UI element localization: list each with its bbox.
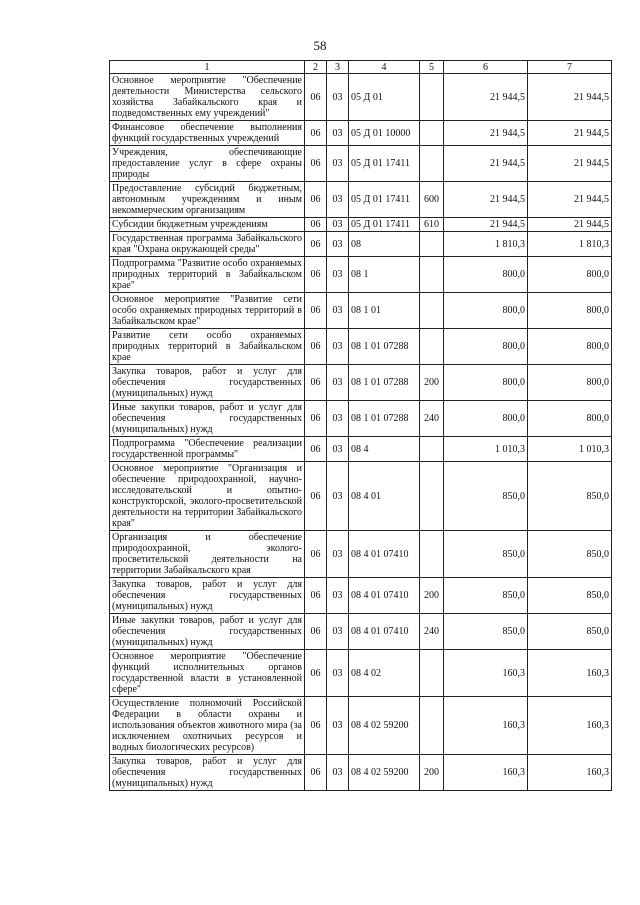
table-row — [110, 182, 612, 218]
amount-year2-cell: 850,0 — [528, 531, 612, 578]
amount-year1-cell: 21 944,5 — [444, 146, 528, 182]
expense-type-cell — [420, 293, 444, 329]
row-name-cell: Субсидии бюджетным учреждениям — [110, 218, 305, 232]
expense-type-cell: 600 — [420, 182, 444, 218]
amount-year1-cell: 21 944,5 — [444, 182, 528, 218]
amount-year1-cell: 850,0 — [444, 614, 528, 650]
target-article-cell: 08 1 01 — [349, 293, 420, 329]
table-row — [110, 650, 612, 697]
row-name-cell: Государственная программа Забайкальского края "Охрана окружающей среды" — [110, 232, 305, 257]
amount-year1-cell: 21 944,5 — [444, 74, 528, 121]
expense-type-cell: 610 — [420, 218, 444, 232]
subsection-code-cell: 03 — [327, 329, 349, 365]
row-name-cell: Подпрограмма "Развитие особо охраняемых природных территорий в Забайкальском крае" — [110, 257, 305, 293]
amount-year1-cell: 1 010,3 — [444, 437, 528, 462]
column-header: 7 — [528, 61, 612, 74]
expense-type-cell — [420, 74, 444, 121]
target-article-cell: 08 4 02 — [349, 650, 420, 697]
target-article-cell: 08 1 01 07288 — [349, 365, 420, 401]
page-number: 58 — [313, 38, 327, 53]
row-name-cell: Основное мероприятие "Организация и обеспечение природоохранной, научно-исследовательской и опытно-конструкторской, эколого-просветительской деятельности на территории Забайкальского края" — [110, 462, 305, 531]
amount-year2-cell: 800,0 — [528, 329, 612, 365]
amount-year2-cell: 21 944,5 — [528, 121, 612, 146]
table-row — [110, 697, 612, 755]
subsection-code-cell: 03 — [327, 74, 349, 121]
target-article-cell: 08 4 01 07410 — [349, 614, 420, 650]
amount-year1-cell: 800,0 — [444, 365, 528, 401]
row-name-cell: Основное мероприятие "Развитие сети особо охраняемых природных территорий в Забайкальском крае" — [110, 293, 305, 329]
amount-year2-cell: 850,0 — [528, 614, 612, 650]
table-row — [110, 293, 612, 329]
row-name-cell: Осуществление полномочий Российской Федерации в области охраны и использования объектов животного мира (за исключением охотничьих ресурсов и водных биологических ресурсов) — [110, 697, 305, 755]
target-article-cell: 08 1 01 07288 — [349, 329, 420, 365]
amount-year1-cell: 800,0 — [444, 257, 528, 293]
table-row — [110, 232, 612, 257]
table-row — [110, 146, 612, 182]
section-code-cell: 06 — [305, 462, 327, 531]
column-header: 4 — [349, 61, 420, 74]
amount-year1-cell: 21 944,5 — [444, 218, 528, 232]
expense-type-cell — [420, 257, 444, 293]
subsection-code-cell: 03 — [327, 462, 349, 531]
column-header: 3 — [327, 61, 349, 74]
subsection-code-cell: 03 — [327, 121, 349, 146]
expense-type-cell — [420, 697, 444, 755]
amount-year1-cell: 160,3 — [444, 697, 528, 755]
subsection-code-cell: 03 — [327, 578, 349, 614]
subsection-code-cell: 03 — [327, 257, 349, 293]
section-code-cell: 06 — [305, 74, 327, 121]
subsection-code-cell: 03 — [327, 531, 349, 578]
target-article-cell: 05 Д 01 10000 — [349, 121, 420, 146]
section-code-cell: 06 — [305, 755, 327, 791]
target-article-cell: 08 4 02 59200 — [349, 755, 420, 791]
table-row — [110, 218, 612, 232]
target-article-cell: 05 Д 01 — [349, 74, 420, 121]
section-code-cell: 06 — [305, 293, 327, 329]
section-code-cell: 06 — [305, 650, 327, 697]
row-name-cell: Основное мероприятие "Обеспечение функций исполнительных органов государственной власти в установленной сфере" — [110, 650, 305, 697]
amount-year1-cell: 850,0 — [444, 578, 528, 614]
section-code-cell: 06 — [305, 182, 327, 218]
subsection-code-cell: 03 — [327, 293, 349, 329]
target-article-cell: 08 — [349, 232, 420, 257]
column-header: 1 — [110, 61, 305, 74]
row-name-cell: Иные закупки товаров, работ и услуг для обеспечения государственных (муниципальных) нужд — [110, 614, 305, 650]
expense-type-cell: 200 — [420, 578, 444, 614]
section-code-cell: 06 — [305, 121, 327, 146]
section-code-cell: 06 — [305, 218, 327, 232]
expense-type-cell: 240 — [420, 614, 444, 650]
section-code-cell: 06 — [305, 578, 327, 614]
amount-year2-cell: 800,0 — [528, 293, 612, 329]
row-name-cell: Закупка товаров, работ и услуг для обеспечения государственных (муниципальных) нужд — [110, 365, 305, 401]
amount-year2-cell: 21 944,5 — [528, 74, 612, 121]
section-code-cell: 06 — [305, 329, 327, 365]
expense-type-cell — [420, 329, 444, 365]
amount-year1-cell: 1 810,3 — [444, 232, 528, 257]
section-code-cell: 06 — [305, 531, 327, 578]
target-article-cell: 08 4 01 07410 — [349, 578, 420, 614]
subsection-code-cell: 03 — [327, 401, 349, 437]
target-article-cell: 08 4 — [349, 437, 420, 462]
column-header: 5 — [420, 61, 444, 74]
expense-type-cell: 200 — [420, 365, 444, 401]
section-code-cell: 06 — [305, 614, 327, 650]
table-row — [110, 755, 612, 791]
expense-type-cell — [420, 650, 444, 697]
amount-year2-cell: 1 810,3 — [528, 232, 612, 257]
target-article-cell: 05 Д 01 17411 — [349, 146, 420, 182]
amount-year2-cell: 160,3 — [528, 697, 612, 755]
table-row — [110, 531, 612, 578]
section-code-cell: 06 — [305, 365, 327, 401]
row-name-cell: Основное мероприятие "Обеспечение деятельности Министерства сельского хозяйства Забайкальского края и подведомственных ему учреждений" — [110, 74, 305, 121]
row-name-cell: Финансовое обеспечение выполнения функций государственных учреждений — [110, 121, 305, 146]
budget-table — [109, 60, 612, 791]
target-article-cell: 05 Д 01 17411 — [349, 182, 420, 218]
table-row — [110, 74, 612, 121]
amount-year2-cell: 160,3 — [528, 650, 612, 697]
table-row — [110, 329, 612, 365]
table-row — [110, 462, 612, 531]
section-code-cell: 06 — [305, 401, 327, 437]
subsection-code-cell: 03 — [327, 232, 349, 257]
target-article-cell: 08 1 01 07288 — [349, 401, 420, 437]
table-header-row — [110, 61, 612, 74]
row-name-cell: Иные закупки товаров, работ и услуг для обеспечения государственных (муниципальных) нужд — [110, 401, 305, 437]
subsection-code-cell: 03 — [327, 697, 349, 755]
row-name-cell: Подпрограмма "Обеспечение реализации государственной программы" — [110, 437, 305, 462]
amount-year1-cell: 160,3 — [444, 755, 528, 791]
subsection-code-cell: 03 — [327, 365, 349, 401]
table-row — [110, 257, 612, 293]
column-header: 6 — [444, 61, 528, 74]
amount-year1-cell: 800,0 — [444, 293, 528, 329]
target-article-cell: 08 4 01 — [349, 462, 420, 531]
amount-year2-cell: 800,0 — [528, 401, 612, 437]
amount-year2-cell: 800,0 — [528, 257, 612, 293]
section-code-cell: 06 — [305, 437, 327, 462]
amount-year2-cell: 800,0 — [528, 365, 612, 401]
column-header: 2 — [305, 61, 327, 74]
expense-type-cell — [420, 121, 444, 146]
expense-type-cell — [420, 232, 444, 257]
amount-year1-cell: 850,0 — [444, 462, 528, 531]
expense-type-cell — [420, 437, 444, 462]
row-name-cell: Закупка товаров, работ и услуг для обеспечения государственных (муниципальных) нужд — [110, 578, 305, 614]
row-name-cell: Учреждения, обеспечивающие предоставление услуг в сфере охраны природы — [110, 146, 305, 182]
subsection-code-cell: 03 — [327, 614, 349, 650]
expense-type-cell: 240 — [420, 401, 444, 437]
table-row — [110, 578, 612, 614]
subsection-code-cell: 03 — [327, 146, 349, 182]
table-row — [110, 437, 612, 462]
amount-year1-cell: 21 944,5 — [444, 121, 528, 146]
target-article-cell: 08 4 02 59200 — [349, 697, 420, 755]
table-row — [110, 365, 612, 401]
amount-year1-cell: 160,3 — [444, 650, 528, 697]
section-code-cell: 06 — [305, 232, 327, 257]
subsection-code-cell: 03 — [327, 182, 349, 218]
amount-year2-cell: 21 944,5 — [528, 218, 612, 232]
amount-year2-cell: 21 944,5 — [528, 146, 612, 182]
amount-year2-cell: 21 944,5 — [528, 182, 612, 218]
expense-type-cell — [420, 146, 444, 182]
row-name-cell: Организация и обеспечение природоохранной, эколого-просветительской деятельности на территории Забайкальского края — [110, 531, 305, 578]
expense-type-cell — [420, 462, 444, 531]
amount-year2-cell: 850,0 — [528, 462, 612, 531]
section-code-cell: 06 — [305, 697, 327, 755]
amount-year1-cell: 800,0 — [444, 401, 528, 437]
expense-type-cell — [420, 531, 444, 578]
amount-year2-cell: 850,0 — [528, 578, 612, 614]
section-code-cell: 06 — [305, 257, 327, 293]
subsection-code-cell: 03 — [327, 437, 349, 462]
table-row — [110, 121, 612, 146]
expense-type-cell: 200 — [420, 755, 444, 791]
row-name-cell: Развитие сети особо охраняемых природных территорий в Забайкальском крае — [110, 329, 305, 365]
subsection-code-cell: 03 — [327, 755, 349, 791]
target-article-cell: 05 Д 01 17411 — [349, 218, 420, 232]
row-name-cell: Предоставление субсидий бюджетным, автономным учреждениям и иным некоммерческим организациям — [110, 182, 305, 218]
table-row — [110, 614, 612, 650]
target-article-cell: 08 1 — [349, 257, 420, 293]
section-code-cell: 06 — [305, 146, 327, 182]
amount-year1-cell: 850,0 — [444, 531, 528, 578]
amount-year2-cell: 160,3 — [528, 755, 612, 791]
table-row — [110, 401, 612, 437]
target-article-cell: 08 4 01 07410 — [349, 531, 420, 578]
subsection-code-cell: 03 — [327, 218, 349, 232]
amount-year2-cell: 1 010,3 — [528, 437, 612, 462]
row-name-cell: Закупка товаров, работ и услуг для обеспечения государственных (муниципальных) нужд — [110, 755, 305, 791]
subsection-code-cell: 03 — [327, 650, 349, 697]
amount-year1-cell: 800,0 — [444, 329, 528, 365]
